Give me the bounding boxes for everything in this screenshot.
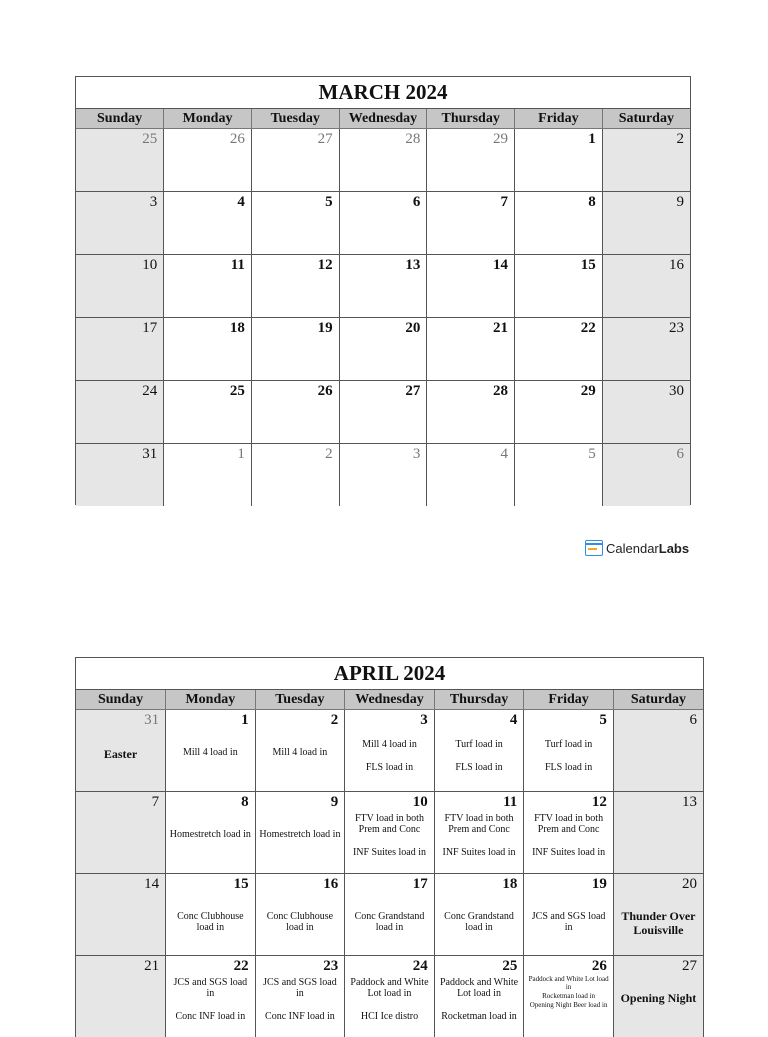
april-grid [76, 690, 703, 1037]
day-number: 14 [427, 255, 514, 274]
day-number: 26 [524, 956, 613, 975]
day-number: 5 [252, 192, 339, 211]
day-number: 18 [435, 874, 524, 893]
day-number: 27 [340, 381, 427, 400]
weekday-header: Thursday [427, 109, 515, 129]
day-number: 28 [340, 129, 427, 148]
day-number: 20 [614, 874, 703, 893]
day-number: 26 [164, 129, 251, 148]
april-calendar [75, 657, 704, 1037]
day-cell [515, 318, 603, 381]
weekday-header: Sunday [76, 109, 164, 129]
event-label: Rocketman load in [524, 992, 613, 1000]
day-cell [76, 956, 166, 1037]
day-number: 25 [164, 381, 251, 400]
day-cell [434, 710, 524, 792]
day-number: 1 [164, 444, 251, 463]
march-calendar [75, 76, 691, 505]
day-cell [251, 255, 339, 318]
day-cell [166, 792, 256, 874]
day-number: 24 [345, 956, 434, 975]
weekday-header: Sunday [76, 690, 166, 710]
weekday-header: Wednesday [339, 109, 427, 129]
day-cell [339, 129, 427, 192]
event-label: Easter [76, 747, 165, 761]
day-number: 1 [166, 710, 255, 729]
day-cell [524, 710, 614, 792]
event-label: Paddock and White Lot load in [345, 977, 434, 999]
day-number: 3 [345, 710, 434, 729]
day-cell [434, 874, 524, 956]
day-number: 21 [427, 318, 514, 337]
day-cell [255, 710, 345, 792]
day-number: 15 [515, 255, 602, 274]
day-number: 23 [256, 956, 345, 975]
day-cell [76, 444, 164, 507]
day-number: 20 [340, 318, 427, 337]
event-label: Turf load in [524, 739, 613, 750]
day-cell [339, 381, 427, 444]
day-cell [164, 444, 252, 507]
week-row [76, 129, 690, 192]
day-number: 2 [252, 444, 339, 463]
day-number: 29 [515, 381, 602, 400]
weekday-header: Monday [166, 690, 256, 710]
day-cell [427, 129, 515, 192]
day-cell [339, 192, 427, 255]
day-cell [515, 129, 603, 192]
event-label: Rocketman load in [435, 1011, 524, 1022]
day-cell [251, 192, 339, 255]
day-number: 31 [76, 710, 165, 729]
day-number: 22 [515, 318, 602, 337]
day-cell [345, 874, 435, 956]
day-number: 11 [435, 792, 524, 811]
calendar-icon [585, 540, 603, 556]
day-number: 11 [164, 255, 251, 274]
day-number: 16 [603, 255, 690, 274]
day-number: 14 [76, 874, 165, 893]
event-label: INF Suites load in [345, 847, 434, 858]
day-cell [255, 874, 345, 956]
day-cell [602, 192, 690, 255]
weekday-header: Thursday [434, 690, 524, 710]
day-cell [515, 381, 603, 444]
march-title: MARCH 2024 [76, 77, 690, 109]
weekday-header: Wednesday [345, 690, 435, 710]
day-cell [339, 444, 427, 507]
day-cell [602, 444, 690, 507]
event-label: HCI Ice distro [345, 1011, 434, 1022]
day-cell [339, 318, 427, 381]
event-label: FTV load in both Prem and Conc [435, 813, 524, 835]
day-number: 9 [603, 192, 690, 211]
day-cell [524, 956, 614, 1037]
week-row [76, 318, 690, 381]
day-cell [251, 318, 339, 381]
day-number: 27 [614, 956, 703, 975]
brand-name-regular: Calendar [606, 541, 659, 556]
day-number: 7 [427, 192, 514, 211]
week-row [76, 381, 690, 444]
day-cell [76, 792, 166, 874]
day-number: 2 [256, 710, 345, 729]
day-cell [434, 792, 524, 874]
day-cell [166, 710, 256, 792]
week-row [76, 710, 703, 792]
day-number: 9 [256, 792, 345, 811]
day-cell [427, 192, 515, 255]
event-label: JCS and SGS load in [524, 911, 613, 933]
event-label: Conc INF load in [256, 1011, 345, 1022]
day-cell [345, 956, 435, 1037]
day-cell [613, 710, 703, 792]
day-cell [427, 381, 515, 444]
day-cell [602, 129, 690, 192]
week-row [76, 255, 690, 318]
event-label: Homestretch load in [256, 829, 345, 840]
week-row [76, 192, 690, 255]
day-number: 10 [345, 792, 434, 811]
day-number: 13 [614, 792, 703, 811]
day-number: 6 [340, 192, 427, 211]
event-label: Paddock and White Lot load in [435, 977, 524, 999]
event-label: Opening Night [614, 991, 703, 1005]
week-row [76, 874, 703, 956]
day-number: 6 [603, 444, 690, 463]
day-number: 12 [252, 255, 339, 274]
event-label: FTV load in both Prem and Conc [524, 813, 613, 835]
day-number: 25 [76, 129, 163, 148]
day-number: 5 [515, 444, 602, 463]
day-number: 8 [166, 792, 255, 811]
day-cell [613, 792, 703, 874]
event-label: Conc Grandstand load in [345, 911, 434, 933]
day-number: 3 [340, 444, 427, 463]
day-cell [76, 710, 166, 792]
week-row [76, 792, 703, 874]
day-number: 16 [256, 874, 345, 893]
event-label: FLS load in [524, 762, 613, 773]
day-cell [602, 381, 690, 444]
day-cell [251, 129, 339, 192]
march-grid [76, 109, 690, 506]
day-number: 5 [524, 710, 613, 729]
calendarlabs-logo [585, 538, 689, 558]
day-number: 13 [340, 255, 427, 274]
day-number: 26 [252, 381, 339, 400]
day-number: 15 [166, 874, 255, 893]
day-cell [515, 255, 603, 318]
event-label: Conc Clubhouse load in [256, 911, 345, 933]
weekday-header: Saturday [602, 109, 690, 129]
day-number: 4 [435, 710, 524, 729]
day-cell [164, 129, 252, 192]
day-cell [76, 192, 164, 255]
day-number: 27 [252, 129, 339, 148]
day-number: 6 [614, 710, 703, 729]
week-row [76, 956, 703, 1037]
event-label: Conc INF load in [166, 1011, 255, 1022]
event-label: INF Suites load in [435, 847, 524, 858]
day-cell [339, 255, 427, 318]
day-cell [76, 318, 164, 381]
day-cell [515, 192, 603, 255]
weekday-header: Friday [515, 109, 603, 129]
day-number: 4 [427, 444, 514, 463]
day-number: 30 [603, 381, 690, 400]
day-number: 17 [76, 318, 163, 337]
weekday-header: Tuesday [255, 690, 345, 710]
day-number: 18 [164, 318, 251, 337]
day-number: 29 [427, 129, 514, 148]
day-cell [251, 444, 339, 507]
day-number: 7 [76, 792, 165, 811]
event-label: Thunder Over Louisville [614, 909, 703, 937]
event-label: Homestretch load in [166, 829, 255, 840]
day-cell [164, 381, 252, 444]
event-label: JCS and SGS load in [256, 977, 345, 999]
day-cell [76, 874, 166, 956]
event-label: FTV load in both Prem and Conc [345, 813, 434, 835]
day-number: 19 [252, 318, 339, 337]
day-cell [164, 318, 252, 381]
day-number: 2 [603, 129, 690, 148]
event-label: Conc Clubhouse load in [166, 911, 255, 933]
week-row [76, 444, 690, 507]
day-cell [602, 318, 690, 381]
day-cell [76, 255, 164, 318]
day-cell [255, 956, 345, 1037]
day-cell [613, 874, 703, 956]
day-cell [613, 956, 703, 1037]
day-cell [602, 255, 690, 318]
day-number: 12 [524, 792, 613, 811]
day-number: 4 [164, 192, 251, 211]
day-cell [255, 792, 345, 874]
day-cell [427, 255, 515, 318]
event-label: FLS load in [345, 762, 434, 773]
event-label: INF Suites load in [524, 847, 613, 858]
event-label: Mill 4 load in [166, 747, 255, 758]
day-cell [427, 318, 515, 381]
day-cell [524, 792, 614, 874]
event-label: Turf load in [435, 739, 524, 750]
event-label: Mill 4 load in [345, 739, 434, 750]
day-number: 31 [76, 444, 163, 463]
day-cell [164, 255, 252, 318]
weekday-header: Saturday [613, 690, 703, 710]
day-cell [345, 710, 435, 792]
day-cell [164, 192, 252, 255]
day-cell [76, 129, 164, 192]
day-cell [515, 444, 603, 507]
day-number: 1 [515, 129, 602, 148]
event-label: Paddock and White Lot load in [524, 975, 613, 991]
day-number: 28 [427, 381, 514, 400]
event-label: Conc Grandstand load in [435, 911, 524, 933]
event-label: JCS and SGS load in [166, 977, 255, 999]
april-title: APRIL 2024 [76, 658, 703, 690]
day-cell [524, 874, 614, 956]
day-number: 19 [524, 874, 613, 893]
day-cell [345, 792, 435, 874]
day-cell [427, 444, 515, 507]
event-label: Mill 4 load in [256, 747, 345, 758]
event-label: Opening Night Beer load in [524, 1001, 613, 1009]
event-label: FLS load in [435, 762, 524, 773]
day-cell [166, 874, 256, 956]
day-cell [251, 381, 339, 444]
day-number: 3 [76, 192, 163, 211]
weekday-header: Monday [164, 109, 252, 129]
day-number: 21 [76, 956, 165, 975]
day-cell [166, 956, 256, 1037]
weekday-header: Tuesday [251, 109, 339, 129]
day-number: 24 [76, 381, 163, 400]
day-number: 17 [345, 874, 434, 893]
weekday-header: Friday [524, 690, 614, 710]
day-number: 10 [76, 255, 163, 274]
day-number: 8 [515, 192, 602, 211]
day-cell [76, 381, 164, 444]
day-cell [434, 956, 524, 1037]
day-number: 22 [166, 956, 255, 975]
brand-name-bold: Labs [659, 541, 689, 556]
day-number: 23 [603, 318, 690, 337]
day-number: 25 [435, 956, 524, 975]
